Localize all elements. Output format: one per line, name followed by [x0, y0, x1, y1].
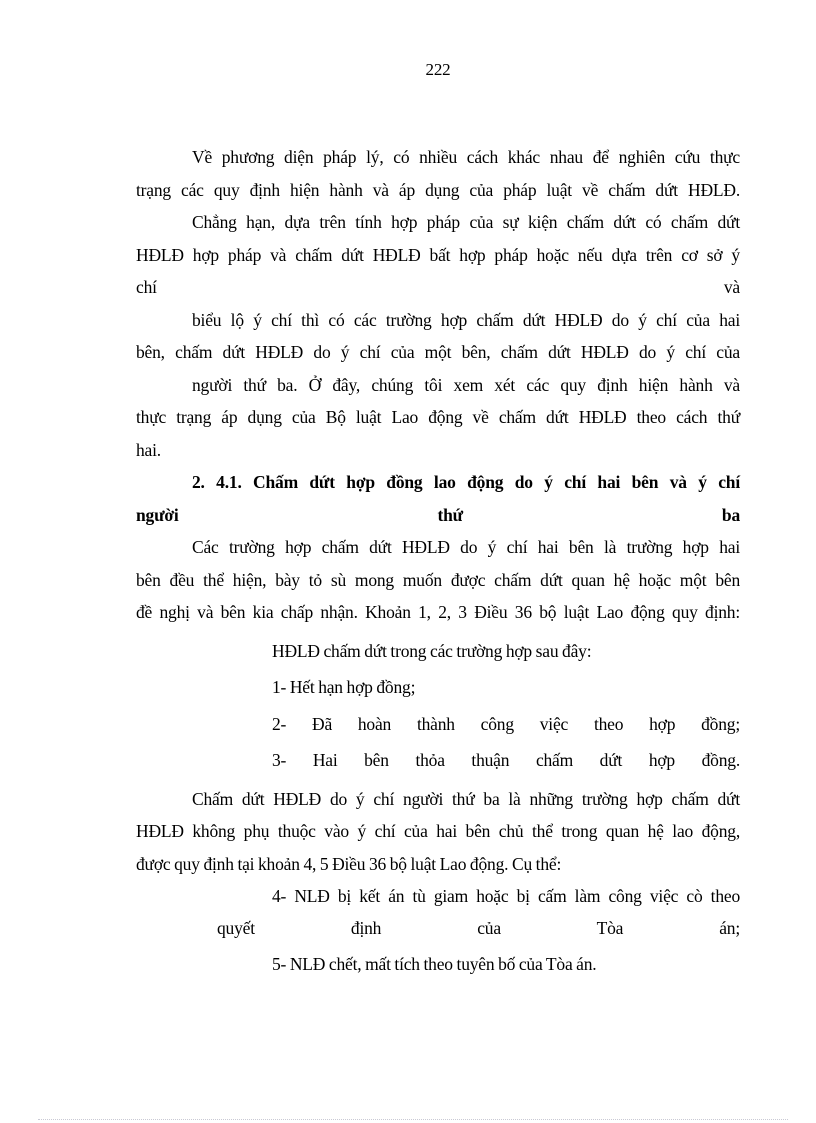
- paragraph-line: HĐLĐ hợp pháp và chấm dứt HĐLĐ bất hợp pháp hoặc nếu dựa trên cơ sở ý: [136, 244, 740, 265]
- paragraph: [136, 369, 740, 467]
- numbered-item: 4- NLĐ bị kết án tù giam hoặc bị cấm làm công việc cò theo: [272, 886, 740, 906]
- numbered-item: 5- NLĐ chết, mất tích theo tuyên bố của Tòa án.: [272, 953, 597, 974]
- quoted-law-text: [136, 633, 740, 779]
- paragraph-line: đề nghị và bên kia chấp nhận. Khoản 1, 2, 3 Điều 36 bộ luật Lao động quy định:: [136, 602, 740, 622]
- paragraph-line: người thứ ba. Ở đây, chúng tôi xem xét các quy định hiện hành và: [192, 374, 740, 395]
- quoted-law-text: [136, 880, 740, 981]
- page-number: 222: [425, 60, 451, 79]
- numbered-item: 1- Hết hạn hợp đồng;: [272, 677, 416, 697]
- paragraph: [136, 304, 740, 369]
- numbered-item: 2- Đã hoàn thành công việc theo hợp đồng;: [272, 713, 740, 734]
- paragraph: [136, 783, 740, 881]
- paragraph: [136, 206, 740, 304]
- heading-line: 2. 4.1. Chấm dứt hợp đồng lao động do ý chí hai bên và ý chí: [192, 472, 740, 492]
- paragraph: [136, 141, 740, 206]
- paragraph-line: được quy định tại khoản 4, 5 Điều 36 bộ luật Lao động. Cụ thể:: [136, 853, 562, 874]
- heading-line: người thứ ba: [136, 504, 740, 525]
- paragraph: [136, 531, 740, 629]
- numbered-item: 3- Hai bên thỏa thuận chấm dứt hợp đồng.: [272, 750, 740, 770]
- quote-line: HĐLĐ chấm dứt trong các trường hợp sau đây:: [272, 640, 592, 661]
- paragraph-line: HĐLĐ không phụ thuộc vào ý chí của hai bên chủ thể trong quan hệ lao động,: [136, 821, 740, 841]
- paragraph-line: bên, chấm dứt HĐLĐ do ý chí của một bên, chấm dứt HĐLĐ do ý chí của: [136, 342, 740, 362]
- paragraph-line: trạng các quy định hiện hành và áp dụng của pháp luật về chấm dứt HĐLĐ.: [136, 179, 740, 200]
- paragraph-line: Chấm dứt HĐLĐ do ý chí người thứ ba là những trường hợp chấm dứt: [192, 788, 740, 809]
- paragraph-line: Các trường hợp chấm dứt HĐLĐ do ý chí hai bên là trường hợp hai: [192, 537, 740, 557]
- numbered-item-continuation: quyết định của Tòa án;: [217, 917, 740, 938]
- page-bottom-divider: [38, 1119, 788, 1120]
- paragraph-line: Chẳng hạn, dựa trên tính hợp pháp của sự kiện chấm dứt có chấm dứt: [192, 212, 740, 232]
- paragraph-line: thực trạng áp dụng của Bộ luật Lao động về chấm dứt HĐLĐ theo cách thứ: [136, 407, 740, 427]
- paragraph-line: bên đều thể hiện, bày tỏ sù mong muốn được chấm dứt quan hệ hoặc một bên: [136, 569, 740, 590]
- paragraph-line: hai.: [136, 439, 161, 460]
- paragraph-line: biểu lộ ý chí thì có các trường hợp chấm dứt HĐLĐ do ý chí của hai: [192, 309, 740, 330]
- section-heading: [136, 466, 740, 531]
- paragraph-line: Về phương diện pháp lý, có nhiều cách khác nhau để nghiên cứu thực: [192, 147, 740, 167]
- paragraph-line: chí và: [136, 277, 740, 297]
